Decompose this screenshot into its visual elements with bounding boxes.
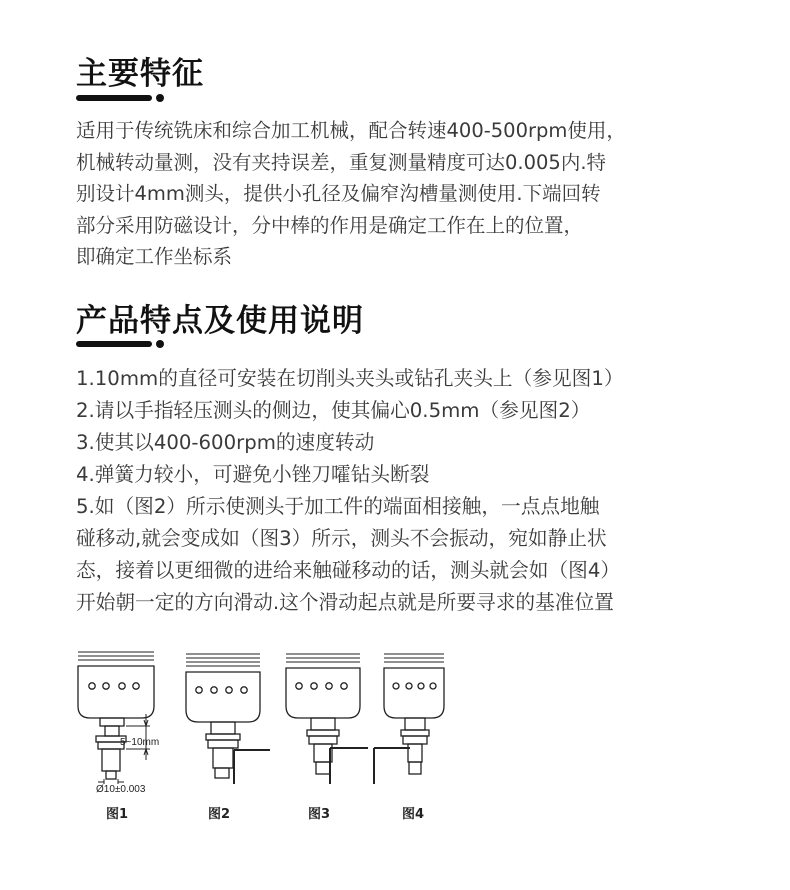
usage-paragraph [76, 363, 726, 619]
section-title-features: 主要特征 [76, 56, 204, 92]
usage-line-3: 3.使其以400-600rpm的速度转动 [76, 431, 375, 454]
usage-line-5: 5.如（图2）所示使测头于加工件的端面相接触，一点点地触 [76, 495, 600, 518]
features-line-4: 部分采用防磁设计，分中棒的作用是确定工作在上的位置， [76, 213, 584, 237]
figure-4 [374, 654, 444, 784]
figure-4-label: 图4 [402, 807, 425, 822]
figure-2 [186, 654, 270, 784]
usage-line-7: 态，接着以更细微的进给来触碰移动的话，测头就会如（图4） [76, 559, 621, 582]
usage-line-4: 4.弹簧力较小，可避免小锉刀嚯钻头断裂 [76, 463, 430, 486]
dimension-diameter-label: Ø10±0.003 [96, 784, 146, 795]
edge-finder-diagram [74, 644, 454, 829]
usage-line-1: 1.10mm的直径可安装在切削头夹头或钻孔夹头上（参见图1） [76, 367, 624, 390]
title-underline [76, 341, 152, 347]
features-line-1: 适用于传统铣床和综合加工机械，配合转速400-500rpm使用， [76, 119, 626, 142]
figure-2-label: 图2 [208, 807, 231, 822]
dimension-length-label: 5~10mm [120, 737, 160, 748]
title-underline-dot [156, 94, 164, 102]
usage-line-2: 2.请以手指轻压测头的侧边，使其偏心0.5mm（参见图2） [76, 399, 591, 422]
features-line-3: 别设计4mm测头，提供小孔径及偏窄沟槽量测使用.下端回转 [76, 182, 601, 205]
features-paragraph [76, 115, 726, 273]
usage-line-6: 碰移动,就会变成如（图3）所示，测头不会振动，宛如静止状 [76, 527, 607, 550]
figure-3 [286, 654, 368, 784]
figure-1-label: 图1 [106, 807, 129, 822]
title-underline-dot [156, 340, 164, 348]
features-line-5: 即确定工作坐标系 [76, 245, 233, 268]
features-line-2: 机械转动量测，没有夹持误差，重复测量精度可达0.005内.特 [76, 150, 607, 174]
figure-1 [78, 652, 154, 784]
title-underline [76, 95, 152, 101]
section-title-usage: 产品特点及使用说明 [76, 303, 364, 339]
figure-3-label: 图3 [308, 807, 331, 822]
usage-line-8: 开始朝一定的方向滑动.这个滑动起点就是所要寻求的基准位置 [76, 591, 614, 614]
